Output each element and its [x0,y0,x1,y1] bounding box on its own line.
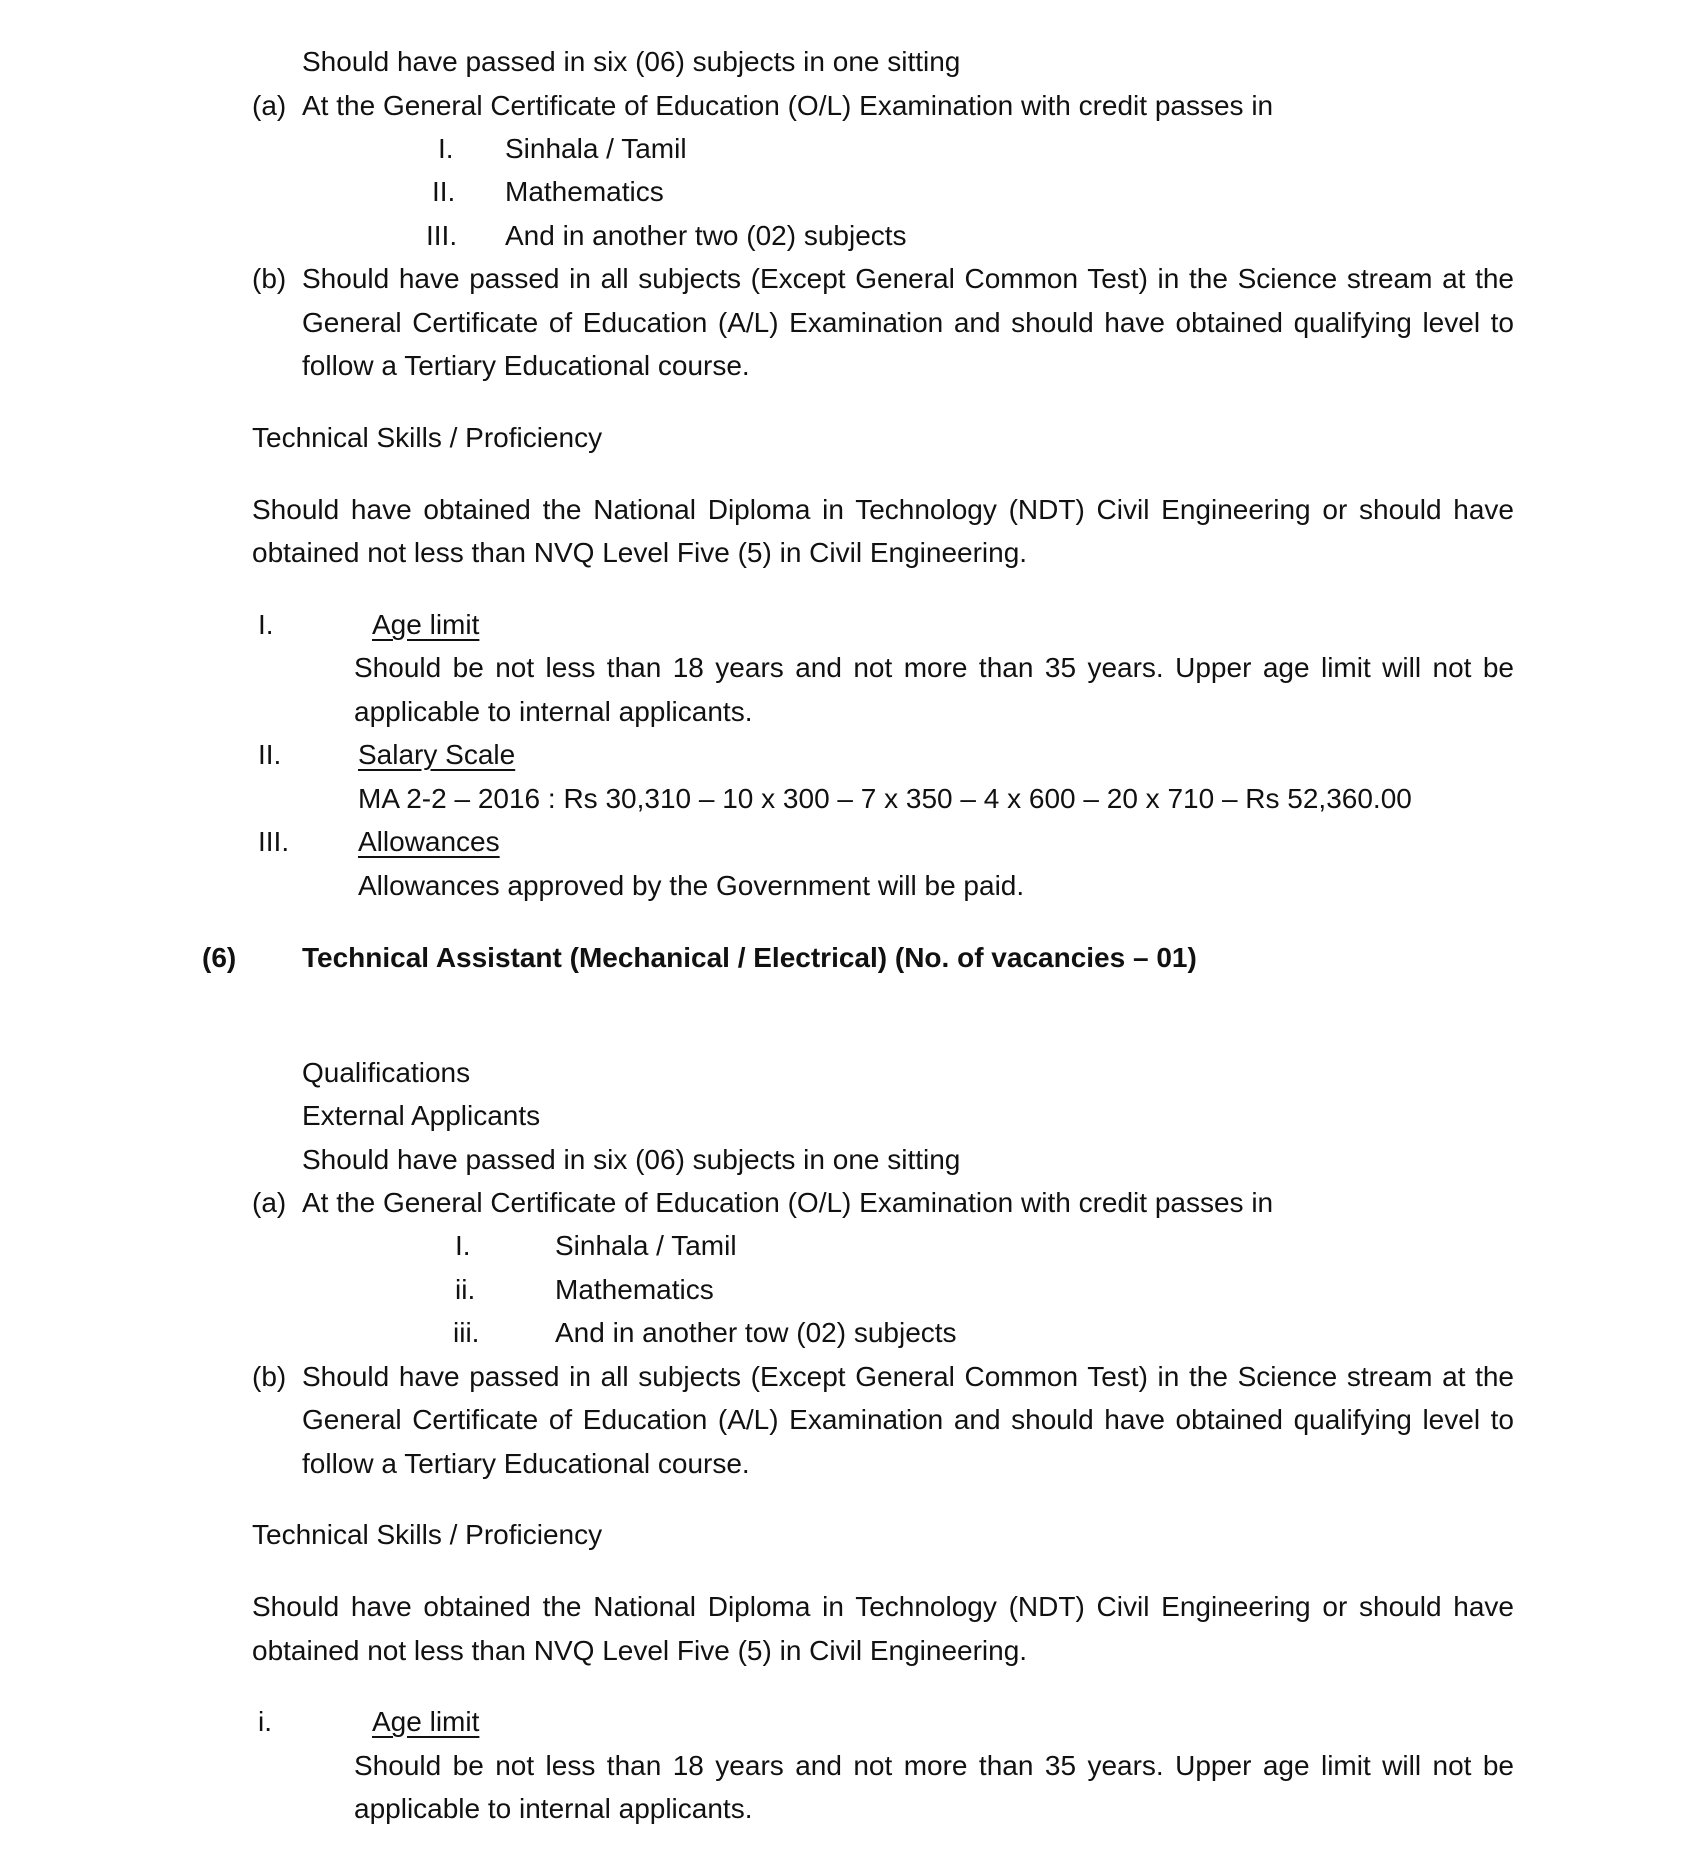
top-allow-num: III. [258,826,290,857]
top-a-item-3-num: III. [426,220,458,251]
s6-a-item-2-num: ii. [455,1274,476,1305]
top-allow-title: Allowances [358,826,500,857]
top-age-line-1: Should be not less than 18 years and not more than 35 years. Upper age limit will not be [354,652,1514,683]
top-a-item-1-text: Sinhala / Tamil [505,133,687,164]
s6-a-item-1-num: I. [455,1230,471,1261]
s6-tech-line-2: obtained not less than NVQ Level Five (5) in Civil Engineering. [252,1635,1028,1666]
top-tech-line-2: obtained not less than NVQ Level Five (5) in Civil Engineering. [252,537,1028,568]
top-a-marker: (a) [252,90,287,121]
s6-b-line-1: Should have passed in all subjects (Except General Common Test) in the Science stream at the [302,1361,1514,1392]
top-salary-num: II. [258,739,282,770]
s6-a-text: At the General Certificate of Education (O/L) Examination with credit passes in [302,1187,1274,1218]
section-6-title: Technical Assistant (Mechanical / Electrical) (No. of vacancies – 01) [302,942,1197,973]
top-a-item-1-num: I. [438,133,454,164]
s6-age-line-2: applicable to internal applicants. [354,1793,753,1824]
top-a-item-2-num: II. [432,176,456,207]
s6-b-marker: (b) [252,1361,287,1392]
top-age-line-2: applicable to internal applicants. [354,696,753,727]
s6-age-num: i. [258,1706,272,1737]
s6-a-marker: (a) [252,1187,287,1218]
s6-age-line-1: Should be not less than 18 years and not more than 35 years. Upper age limit will not be [354,1750,1514,1781]
top-allow-text: Allowances approved by the Government will be paid. [358,870,1025,901]
s6-a-item-3-num: iii. [453,1317,480,1348]
top-b-marker: (b) [252,263,287,294]
top-salary-title: Salary Scale [358,739,516,770]
s6-a-item-2-text: Mathematics [555,1274,714,1305]
top-a-item-2-text: Mathematics [505,176,664,207]
section-6-number: (6) [202,942,237,973]
top-age-title: Age limit [372,609,480,640]
top-age-num: I. [258,609,274,640]
top-salary-text: MA 2-2 – 2016 : Rs 30,310 – 10 x 300 – 7 x 350 – 4 x 600 – 20 x 710 – Rs 52,360.00 [358,783,1412,814]
top-a-text: At the General Certificate of Education (O/L) Examination with credit passes in [302,90,1274,121]
top-tech-line-1: Should have obtained the National Diploma in Technology (NDT) Civil Engineering or should have [252,494,1514,525]
top-tech-heading: Technical Skills / Proficiency [252,422,603,453]
s6-b-line-3: follow a Tertiary Educational course. [302,1448,750,1479]
top-b-line-3: follow a Tertiary Educational course. [302,350,750,381]
s6-tech-line-1: Should have obtained the National Diploma in Technology (NDT) Civil Engineering or should have [252,1591,1514,1622]
s6-a-item-3-text: And in another tow (02) subjects [555,1317,957,1348]
s6-age-title: Age limit [372,1706,480,1737]
s6-a-item-1-text: Sinhala / Tamil [555,1230,737,1261]
top-b-line-1: Should have passed in all subjects (Except General Common Test) in the Science stream at the [302,263,1514,294]
top-intro: Should have passed in six (06) subjects in one sitting [302,46,961,77]
s6-tech-heading: Technical Skills / Proficiency [252,1519,603,1550]
s6-external: External Applicants [302,1100,541,1131]
top-b-line-2: General Certificate of Education (A/L) Examination and should have obtained qualifying level to [302,307,1514,338]
top-a-item-3-text: And in another two (02) subjects [505,220,907,251]
s6-b-line-2: General Certificate of Education (A/L) Examination and should have obtained qualifying level to [302,1404,1514,1435]
s6-intro: Should have passed in six (06) subjects in one sitting [302,1144,961,1175]
s6-qualifications: Qualifications [302,1057,471,1088]
